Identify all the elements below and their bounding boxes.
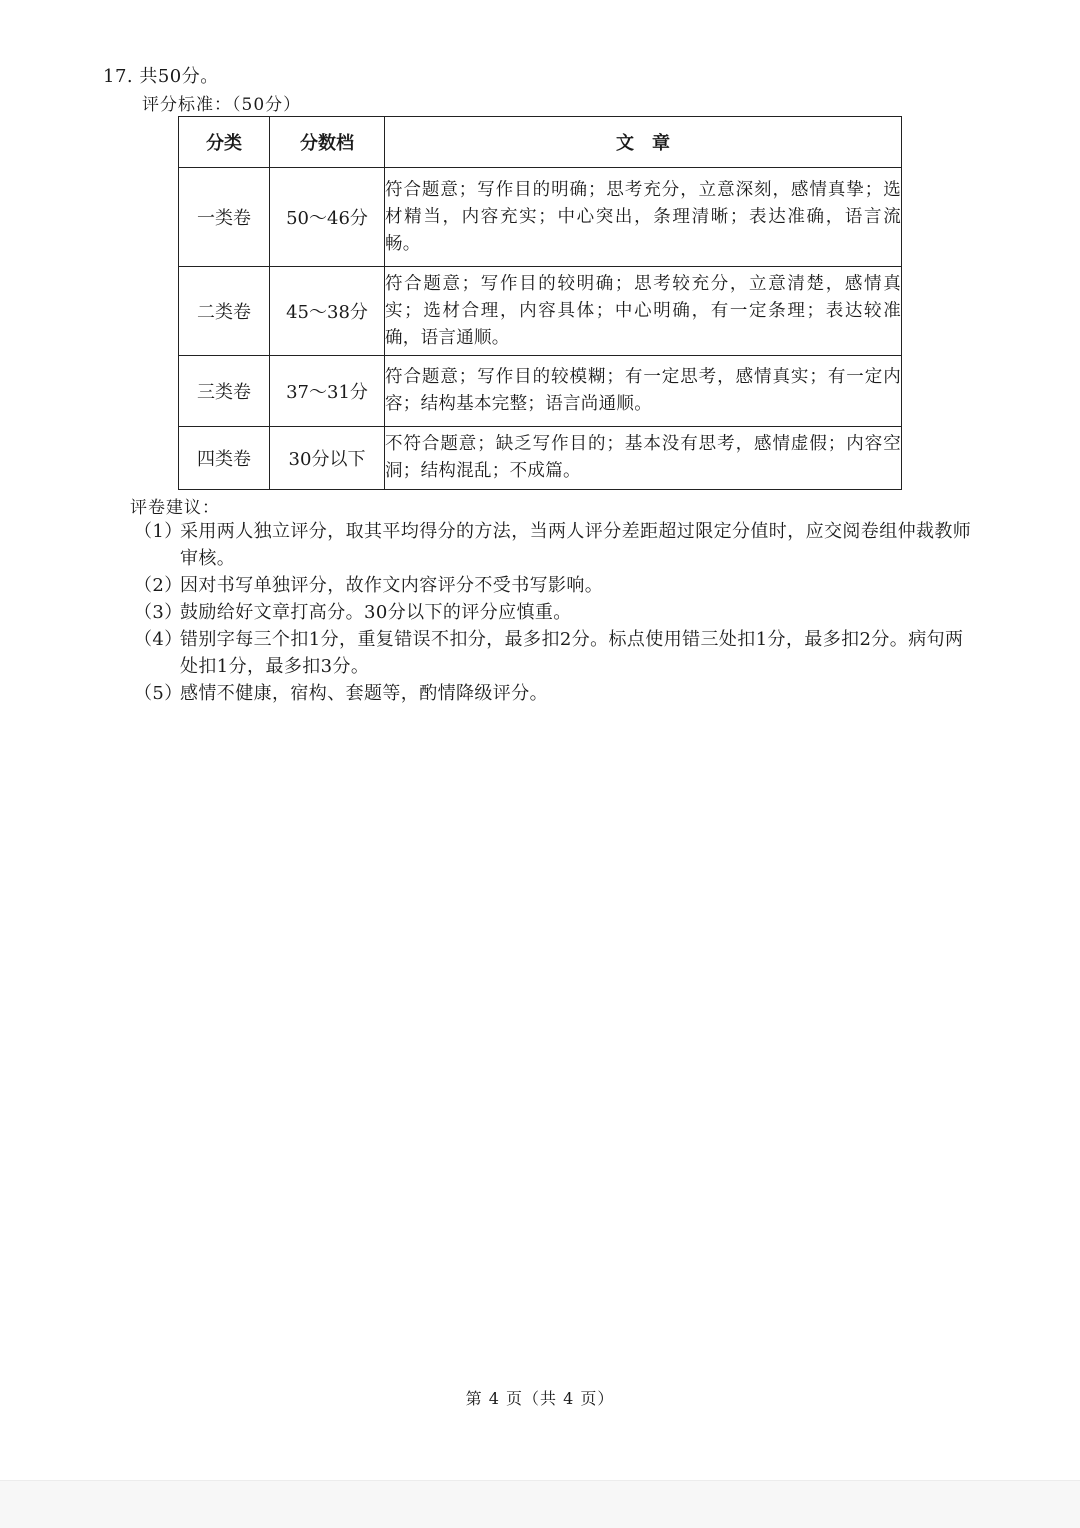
list-item <box>134 518 979 572</box>
list-item-number: （2） <box>134 575 183 596</box>
row-description: 符合题意；写作目的明确；思考充分，立意深刻，感情真挚；选材精当，内容充实；中心突出，条理清晰；表达准确，语言流畅。 <box>385 168 902 267</box>
row-description: 符合题意；写作目的较模糊；有一定思考，感情真实；有一定内容；结构基本完整；语言尚通顺。 <box>385 356 902 427</box>
page-footer: 第 4 页（共 4 页） <box>465 1389 615 1408</box>
list-item <box>134 626 979 680</box>
question-heading: 17. 共50分。 <box>103 66 219 87</box>
list-item-text: 因对书写单独评分，故作文内容评分不受书写影响。 <box>180 575 604 596</box>
row-category: 一类卷 <box>179 168 270 267</box>
row-category: 四类卷 <box>179 427 270 490</box>
criteria-heading: 评分标准：（50分） <box>142 95 302 115</box>
list-item-text: 鼓励给好文章打高分。30分以下的评分应慎重。 <box>180 602 572 623</box>
list-item <box>134 599 979 626</box>
table-row <box>179 267 902 356</box>
list-item-text: 感情不健康，宿构、套题等，酌情降级评分。 <box>180 683 548 704</box>
advice-heading: 评卷建议： <box>130 498 220 518</box>
list-item <box>134 680 979 707</box>
header-score-range: 分数档 <box>270 117 385 168</box>
row-score-range: 50～46分 <box>270 168 385 267</box>
row-score-range: 37～31分 <box>270 356 385 427</box>
row-description: 不符合题意；缺乏写作目的；基本没有思考，感情虚假；内容空洞；结构混乱；不成篇。 <box>385 427 902 490</box>
table-row <box>179 168 902 267</box>
header-article: 文 章 <box>385 117 902 168</box>
grading-table <box>178 116 902 490</box>
row-description: 符合题意；写作目的较明确；思考较充分，立意清楚，感情真实；选材合理，内容具体；中心明确，有一定条理；表达较准确，语言通顺。 <box>385 267 902 356</box>
list-item-number: （4） <box>134 629 183 650</box>
bottom-strip <box>0 1480 1080 1528</box>
header-category: 分类 <box>179 117 270 168</box>
table-row <box>179 356 902 427</box>
list-item-number: （5） <box>134 683 183 704</box>
list-item-number: （3） <box>134 602 183 623</box>
row-category: 三类卷 <box>179 356 270 427</box>
list-item-text: 采用两人独立评分，取其平均得分的方法，当两人评分差距超过限定分值时，应交阅卷组仲裁教师审核。 <box>180 521 972 569</box>
row-score-range: 45～38分 <box>270 267 385 356</box>
list-item-text: 错别字每三个扣1分，重复错误不扣分，最多扣2分。标点使用错三处扣1分，最多扣2分。病句两处扣1分，最多扣3分。 <box>180 629 964 677</box>
row-category: 二类卷 <box>179 267 270 356</box>
list-item-number: （1） <box>134 521 183 542</box>
list-item <box>134 572 979 599</box>
table-header-row <box>179 117 902 168</box>
table-row <box>179 427 902 490</box>
row-score-range: 30分以下 <box>270 427 385 490</box>
advice-list <box>134 518 979 707</box>
